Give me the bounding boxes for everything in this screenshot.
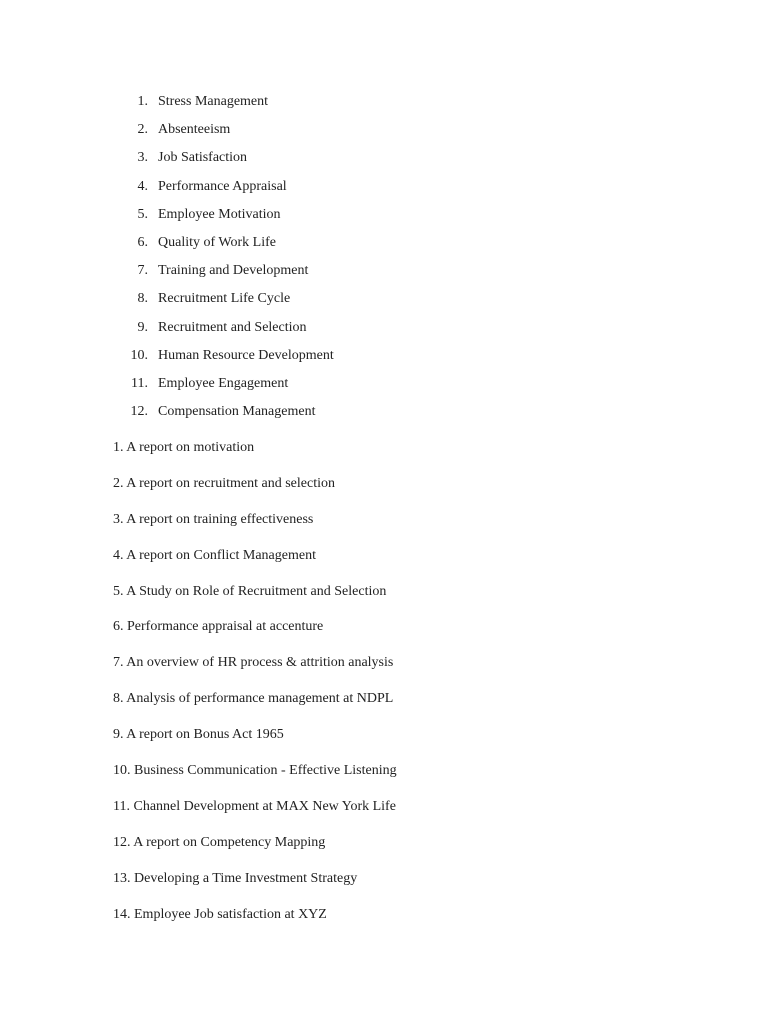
- topic-number: 10.: [130, 347, 148, 363]
- topic-number: 12.: [130, 404, 148, 420]
- topic-item: [0, 92, 768, 120]
- report-text: 4. A report on Conflict Management: [113, 547, 316, 563]
- topic-label: Compensation Management: [158, 404, 316, 420]
- report-text: 6. Performance appraisal at accenture: [113, 619, 324, 635]
- topic-label: Employee Engagement: [158, 375, 289, 391]
- topic-number: 5.: [137, 206, 148, 222]
- report-item: [113, 582, 753, 618]
- topic-label: Quality of Work Life: [158, 234, 276, 250]
- report-item: [113, 689, 753, 725]
- topic-label: Recruitment and Selection: [158, 319, 307, 335]
- topic-label: Human Resource Development: [158, 347, 334, 363]
- report-item: [113, 510, 753, 546]
- topic-label: Recruitment Life Cycle: [158, 291, 291, 307]
- topic-number: 2.: [137, 122, 148, 138]
- topic-list: [0, 92, 768, 430]
- report-text: 3. A report on training effectiveness: [113, 511, 314, 527]
- report-item: [113, 869, 753, 905]
- report-text: 8. Analysis of performance management at NDPL: [113, 691, 394, 707]
- topic-item: [0, 374, 768, 402]
- report-item: [113, 905, 753, 941]
- topic-label: Job Satisfaction: [158, 150, 248, 166]
- topic-item: [0, 318, 768, 346]
- topic-label: Employee Motivation: [158, 206, 281, 222]
- topic-item: [0, 120, 768, 148]
- topic-number: 1.: [137, 94, 148, 109]
- report-text: 10. Business Communication - Effective Listening: [113, 763, 397, 779]
- topic-item: [0, 346, 768, 374]
- topic-label: Stress Management: [158, 94, 269, 109]
- report-text: 12. A report on Competency Mapping: [113, 834, 326, 850]
- topic-item: [0, 402, 768, 430]
- topic-number: 8.: [137, 291, 148, 307]
- report-item: [113, 617, 753, 653]
- report-text: 13. Developing a Time Investment Strategy: [113, 870, 358, 886]
- topic-number: 3.: [137, 150, 148, 166]
- report-item: [113, 438, 753, 474]
- report-item: [113, 833, 753, 869]
- topic-number: 9.: [137, 319, 148, 335]
- report-text: 5. A Study on Role of Recruitment and Selection: [113, 583, 387, 599]
- topic-item: [0, 205, 768, 233]
- report-text: 2. A report on recruitment and selection: [113, 475, 335, 491]
- topic-label: Performance Appraisal: [158, 178, 287, 194]
- report-item: [113, 797, 753, 833]
- report-item: [113, 546, 753, 582]
- topic-number: 7.: [137, 263, 148, 279]
- report-item: [113, 653, 753, 689]
- topic-number: 11.: [131, 375, 148, 391]
- report-list: [113, 438, 753, 940]
- report-text: 11. Channel Development at MAX New York Life: [113, 798, 396, 814]
- report-text: 9. A report on Bonus Act 1965: [113, 727, 284, 743]
- topic-label: Training and Development: [158, 263, 309, 279]
- topic-item: [0, 177, 768, 205]
- topic-number: 4.: [137, 178, 148, 194]
- report-item: [113, 725, 753, 761]
- report-item: [113, 474, 753, 510]
- report-text: 1. A report on motivation: [113, 440, 255, 455]
- topic-item: [0, 233, 768, 261]
- topic-number: 6.: [137, 234, 148, 250]
- topic-label: Absenteeism: [158, 122, 231, 138]
- topic-item: [0, 289, 768, 317]
- topic-item: [0, 148, 768, 176]
- report-item: [113, 761, 753, 797]
- report-text: 7. An overview of HR process & attrition analysis: [113, 655, 394, 671]
- report-text: 14. Employee Job satisfaction at XYZ: [113, 906, 327, 922]
- topic-item: [0, 261, 768, 289]
